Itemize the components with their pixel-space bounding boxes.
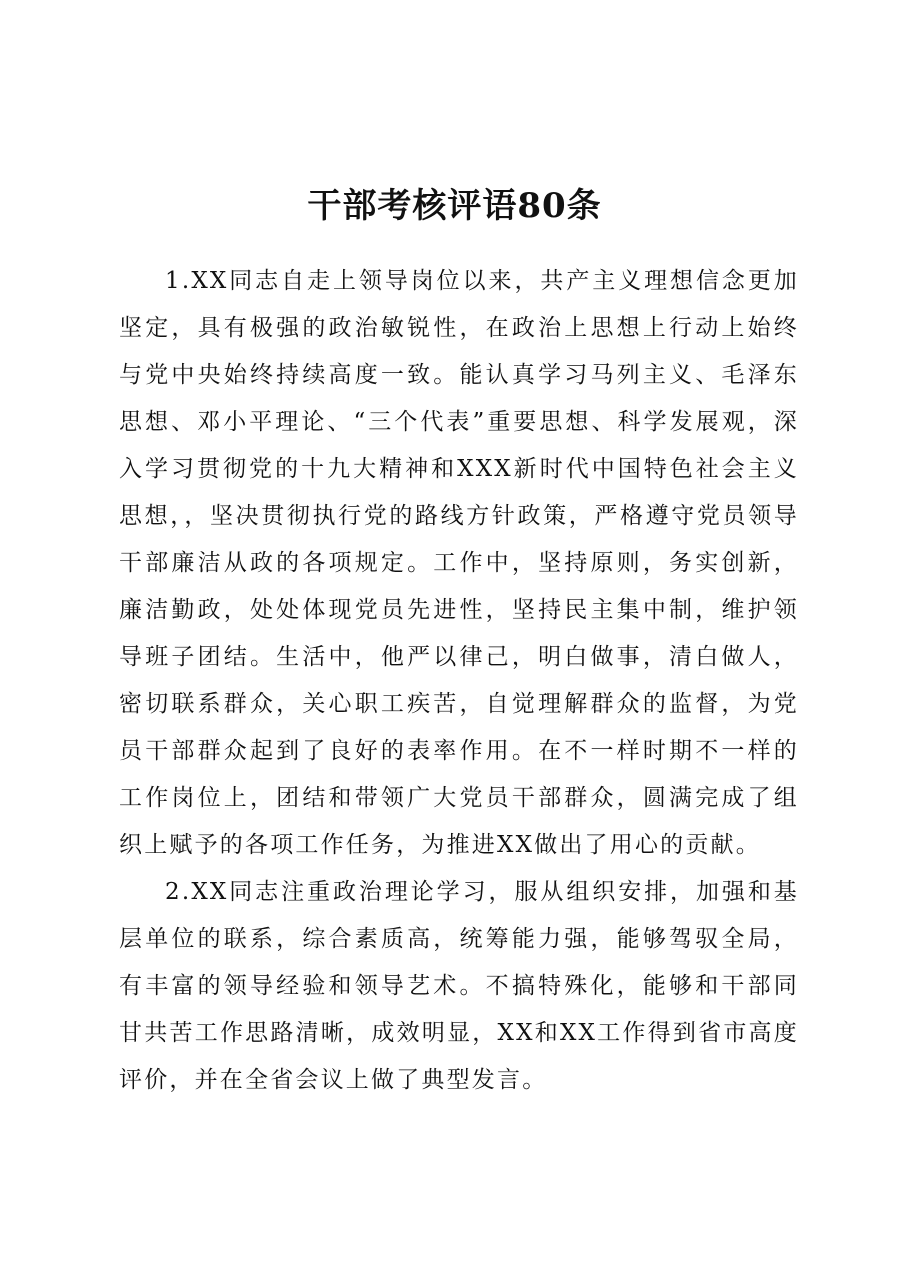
document-title: 干部考核评语80条	[307, 186, 602, 226]
paragraph-1: 1.XX同志自走上领导岗位以来，共产主义理想信念更加坚定，具有极强的政治敏锐性，在政治上思想上行动上始终与党中央始终持续高度一致。能认真学习马列主义、毛泽东思想、邓小平理论、“三个代表”重要思想、科学发展观，深入学习贯彻党的十九大精神和XXX新时代中国特色社会主义思想，，坚决贯彻执行党的路线方针政策，严格遵守党员领导干部廉洁从政的各项规定。工作中，坚持原则，务实创新，廉洁勤政，处处体现党员先进性，坚持民主集中制，维护领导班子团结。生活中，他严以律己，明白做事，清白做人，密切联系群众，关心职工疾苦，自觉理解群众的监督，为党员干部群众起到了良好的表率作用。在不一样时期不一样的工作岗位上，团结和带领广大党员干部群众，圆满完成了组织上赋予的各项工作任务，为推进XX做出了用心的贡献。	[119, 268, 799, 858]
paragraph-2: 2.XX同志注重政治理论学习，服从组织安排，加强和基层单位的联系，综合素质高，统筹能力强，能够驾驭全局，有丰富的领导经验和领导艺术。不搞特殊化，能够和干部同甘共苦工作思路清晰，成效明显，XX和XX工作得到省市高度评价，并在全省会议上做了典型发言。	[119, 879, 799, 1093]
document-body	[119, 258, 799, 1104]
